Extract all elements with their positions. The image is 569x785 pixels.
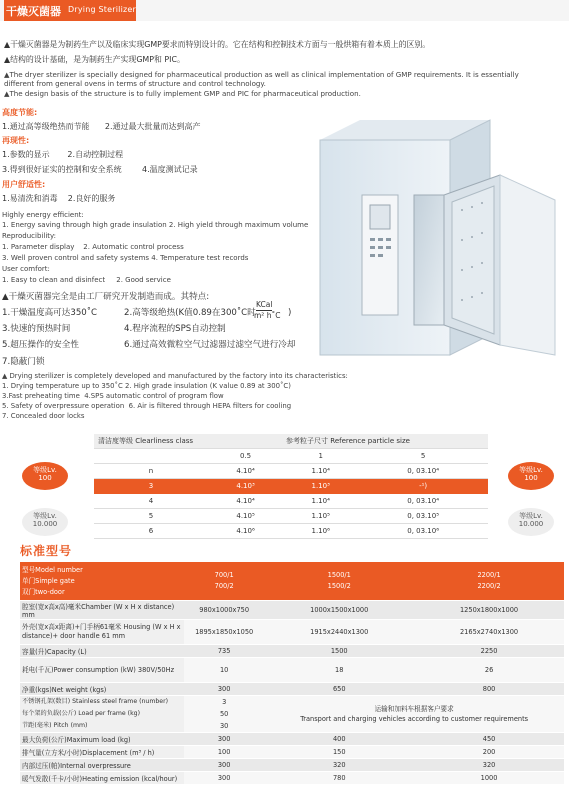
cleanliness-table — [94, 434, 488, 539]
feature-line-1: 1.通过高等级绝热而节能 2.通过最大批量而达到高产 — [2, 122, 201, 131]
heading-reproducibility: 再现性: — [2, 136, 30, 145]
table-cell: 0, 03.10⁵ — [358, 509, 488, 524]
table-cell: 6 — [94, 524, 208, 539]
dev-en-2: 3.Fast preheating time 4.SPS automatic control of program flow — [2, 392, 224, 400]
size-cell: 0.5 — [208, 449, 283, 464]
heading-comfort: 用户舒适性: — [2, 180, 46, 189]
table-cell: 4.10⁶ — [208, 524, 283, 539]
feature-line-4: 1.易清洗和消毒 2.良好的服务 — [2, 194, 116, 203]
feature-en-2: 1. Energy saving through high grade insulation 2. High yield through maximum volume — [2, 221, 309, 229]
table-cell: 1.10⁶ — [283, 524, 358, 539]
dev-en-4: 7. Concealed door locks — [2, 412, 85, 420]
table-cell: 3 — [94, 479, 208, 494]
table-row — [94, 494, 488, 509]
intro-cn-1: ▲干燥灭菌器是为制药生产以及临床实现GMP要求而特别设计的。它在结构和控制技术方面与一般烘箱有着本质上的区别。 — [4, 40, 431, 49]
table-cell: 0, 03.10⁶ — [358, 524, 488, 539]
section-title-models: 标准型号 — [20, 544, 73, 558]
unit-close: ) — [288, 308, 292, 318]
dev-cn-2b: 4.程序流程的SPS自动控制 — [124, 324, 226, 334]
drying-sterilizer-image — [300, 110, 569, 360]
table-row — [94, 449, 488, 464]
table-row — [94, 464, 488, 479]
unit-numerator: KCal — [256, 300, 273, 309]
page-title-cn: 干燥灭菌器 — [6, 5, 61, 18]
feature-en-6: User comfort: — [2, 265, 50, 273]
feature-en-7: 1. Easy to clean and disinfect 2. Good service — [2, 276, 171, 284]
dev-cn-4: 7.隐蔽门锁 — [2, 357, 45, 367]
table-row: 腔室(宽x高x高)毫米Chamber (W x H x distance) mm 980x1000x750 1000x1500x1000 1250x1800x1000 — [20, 601, 564, 620]
table-cell: 1.10⁵ — [283, 509, 358, 524]
intro-en-2: different from general ovens in terms of structure and control technology. — [4, 79, 266, 88]
size-cell: 5 — [358, 449, 488, 464]
table-cell: 4.10⁵ — [208, 509, 283, 524]
table-cell: 4.10⁴ — [208, 464, 283, 479]
model-1500: 1500/1 1500/2 — [264, 562, 414, 601]
header-bar — [0, 0, 569, 21]
feature-en-3: Reproducibility: — [2, 232, 56, 240]
table-row: 外壳(宽x高x距离)+门手柄61毫米 Housing (W x H x distance)+ door handle 61 mm 1895x1850x1050 1915x2440x1300 2165x2740x1300 — [20, 620, 564, 645]
models-head-label: 型号Model number 单门Simple gate 双门two-door — [20, 562, 184, 601]
dev-cn-3a: 5.超压操作的安全性 — [2, 340, 79, 350]
table-cell: 5 — [94, 509, 208, 524]
table-cell: 4.10³ — [208, 479, 283, 494]
level-badge-left-10000: 等级Lv. 10.000 — [22, 508, 68, 536]
feature-en-5: 3. Well proven control and safety systems 4. Temperature test records — [2, 254, 249, 262]
dev-cn-3b: 6.通过高效微粒空气过滤器过滤空气进行冷却 — [124, 340, 296, 350]
table-cell: n — [94, 464, 208, 479]
intro-en-3: ▲The design basis of the structure is to fully implement GMP and PIC for pharmaceutical production. — [4, 89, 361, 98]
table-header-row — [94, 434, 488, 449]
feature-line-2: 1.参数的显示 2.自动控制过程 — [2, 150, 124, 159]
table-cell: 1.10⁴ — [283, 464, 358, 479]
level-badge-left-100: 等级Lv. 100 — [22, 462, 68, 490]
table-row: 排气量(立方米/小时)Displacement (m³ / h) 100 150 200 — [20, 746, 564, 759]
table-cell: -¹) — [358, 479, 488, 494]
dev-cn-2a: 3.快速的预热时间 — [2, 324, 71, 334]
table-row — [94, 509, 488, 524]
dev-cn-1b: 2.高等级绝热(K值0.89在300˚C时 — [124, 308, 256, 318]
models-table — [20, 562, 564, 785]
dev-en-3: 5. Safety of overpressure operation 6. Air is filtered through HEPA filters for cooling — [2, 402, 292, 410]
table-row-shelf: 不锈钢孔架(数目) Stainless steel frame (number) 每个架的负载(公斤) Load per frame (kg) 节距(毫米) Pitch (mm) 3 50 30 运输和加料车根据客户要求 Transport and charging vehicles according to customer requirements — [20, 696, 564, 733]
dev-cn-0: ▲干燥灭菌器完全是由工厂研究开发制造而成。其特点: — [2, 292, 210, 302]
page-title-en: Drying Sterilizer — [68, 5, 137, 14]
models-head-row — [20, 562, 564, 601]
table-cell: 4 — [94, 494, 208, 509]
intro-en-1: ▲The dryer sterilizer is specially designed for pharmaceutical production as well as clinical implementation of GMP requirements. It is essentially — [4, 70, 519, 79]
table-cell: 0, 03.10⁴ — [358, 464, 488, 479]
table-row: 净重(kgs)Net weight (kgs) 300 650 800 — [20, 683, 564, 696]
intro-cn-2: ▲结构的设计基础，是为制药生产实现GMP和 PIC。 — [4, 55, 185, 64]
feature-en-1: Highly energy efficient: — [2, 211, 84, 219]
table-cell: 1.10³ — [283, 479, 358, 494]
dev-en-0: ▲ Drying sterilizer is completely developed and manufactured by the factory into its characteristics: — [2, 372, 348, 380]
level-badge-right-100: 等级Lv. 100 — [508, 462, 554, 490]
dev-cn-1a: 1.干燥温度高可达350˚C — [2, 308, 98, 318]
table-row: 内部过压(帕)Internal overpressure 300 320 320 — [20, 759, 564, 772]
table-row: 耗电(千瓦)Power consumption (kW) 380V/50Hz 10 18 26 — [20, 658, 564, 683]
feature-en-4: 1. Parameter display 2. Automatic control process — [2, 243, 184, 251]
table-row: 暖气发散(千卡/小时)Heating emission (kcal/hour) 300 780 1000 — [20, 772, 564, 785]
header-class: 清洁度等级 Clearliness class — [94, 434, 208, 449]
table-row-highlight — [94, 479, 488, 494]
model-700: 700/1 700/2 — [184, 562, 264, 601]
table-cell: 1.10⁴ — [283, 494, 358, 509]
table-cell: 4.10⁴ — [208, 494, 283, 509]
header-particle-size: 参考粒子尺寸 Reference particle size — [208, 434, 488, 449]
heading-energy: 高度节能: — [2, 108, 38, 117]
table-row: 最大负荷(公斤)Maximum load (kg) 300 400 450 — [20, 733, 564, 746]
unit-denominator: m² h˚C — [254, 311, 281, 320]
size-cell: 1 — [283, 449, 358, 464]
feature-line-3: 3.得到很好证实的控制和安全系统 4.温度测试记录 — [2, 165, 198, 174]
model-2200: 2200/1 2200/2 — [414, 562, 564, 601]
level-badge-right-10000: 等级Lv. 10.000 — [508, 508, 554, 536]
table-cell: 0, 03.10⁴ — [358, 494, 488, 509]
table-row — [94, 524, 488, 539]
dev-en-1: 1. Drying temperature up to 350˚C 2. High grade insulation (K value 0.89 at 300˚C) — [2, 382, 291, 390]
table-row: 容量(升)Capacity (L) 735 1500 2250 — [20, 645, 564, 658]
